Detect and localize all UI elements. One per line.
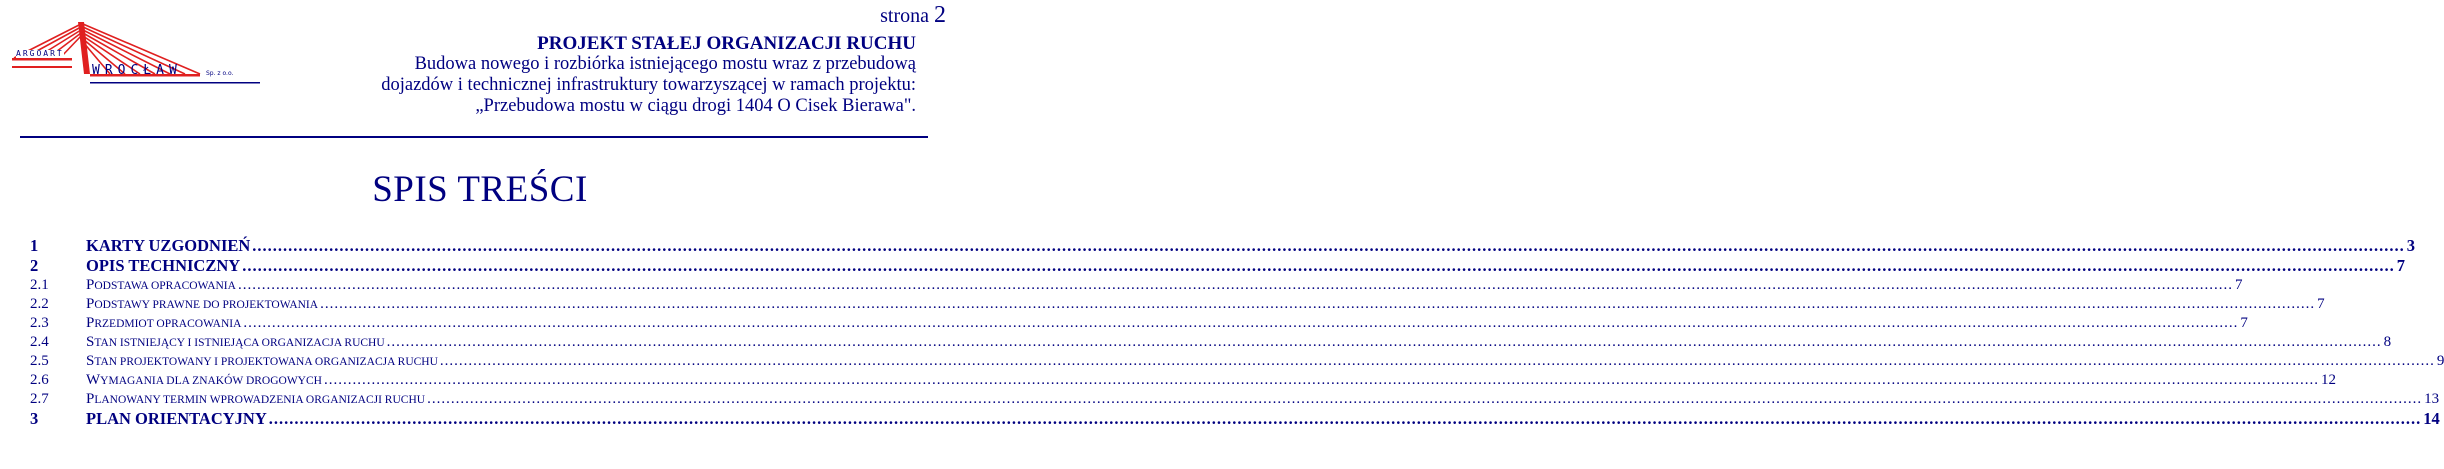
toc-entry-number: 2.7 (30, 391, 49, 407)
logo-left-text: ARGOART (16, 49, 64, 58)
toc-entry[interactable] (30, 390, 2440, 409)
toc-entry-page: 13 (2424, 391, 2440, 407)
toc-entry-title: OPIS TECHNICZNY (86, 256, 241, 275)
toc-dot-leader (324, 371, 2319, 390)
toc-dot-leader (252, 236, 2405, 256)
logo-city-text: WROCŁAW (92, 63, 182, 78)
page-number-prefix: strona (880, 5, 929, 27)
toc-dot-leader (427, 390, 2422, 409)
header-divider (20, 136, 928, 138)
toc-entry-number: 2.3 (30, 315, 49, 331)
page-number-value: 2 (934, 2, 946, 28)
toc-entry-title: PRZEDMIOT OPRACOWANIA (86, 315, 242, 331)
toc-entry[interactable] (30, 352, 2444, 371)
toc-entry-page: 7 (2234, 277, 2243, 293)
toc-entry-page: 3 (2406, 236, 2416, 255)
toc-entry-title: PLAN ORIENTACYJNY (86, 409, 267, 428)
toc-dot-leader (269, 409, 2422, 429)
toc-dot-leader (320, 295, 2315, 314)
toc-dot-leader (243, 314, 2238, 333)
toc-entry[interactable] (30, 409, 2440, 429)
toc-entry[interactable] (30, 276, 2243, 295)
toc-entry[interactable] (30, 236, 2416, 256)
toc-entry-title: STAN ISTNIEJĄCY I ISTNIEJĄCA ORGANIZACJA RUCHU (86, 334, 385, 350)
toc-entry[interactable] (30, 333, 2392, 352)
table-of-contents (30, 236, 2444, 429)
toc-entry-page: 9 (2436, 353, 2444, 369)
toc-entry-page: 7 (2317, 296, 2325, 312)
company-logo (10, 18, 270, 88)
page-number (880, 2, 946, 29)
document-subtitle-line-2: dojazdów i technicznej infrastruktury towarzyszącej w ramach projektu: (381, 75, 916, 95)
document-subtitle-line-1: Budowa nowego i rozbiórka istniejącego mostu wraz z przebudową (414, 54, 916, 74)
document-title: PROJEKT STAŁEJ ORGANIZACJI RUCHU (537, 33, 916, 54)
toc-entry[interactable] (30, 295, 2325, 314)
toc-entry-title: KARTY UZGODNIEŃ (86, 236, 251, 255)
toc-entry-title: PLANOWANY TERMIN WPROWADZENIA ORGANIZACJI RUCHU (86, 391, 426, 407)
toc-entry-title: PODSTAWA OPRACOWANIA (86, 277, 236, 293)
toc-entry-title: WYMAGANIA DLA ZNAKÓW DROGOWYCH (86, 372, 322, 388)
toc-entry-page: 8 (2383, 334, 2392, 350)
toc-entry-page: 7 (2396, 256, 2405, 275)
toc-entry-number: 2 (30, 256, 39, 275)
toc-dot-leader (440, 352, 2435, 371)
toc-dot-leader (387, 333, 2382, 352)
toc-entry-number: 3 (30, 409, 39, 428)
toc-entry[interactable] (30, 256, 2405, 276)
toc-entry-number: 2.6 (30, 372, 49, 388)
toc-entry-page: 14 (2423, 409, 2440, 428)
toc-entry-page: 12 (2320, 372, 2336, 388)
toc-entry-number: 2.2 (30, 296, 49, 312)
document-header (316, 33, 916, 117)
toc-dot-leader (238, 276, 2233, 295)
toc-entry-number: 2.5 (30, 353, 49, 369)
toc-entry-number: 2.4 (30, 334, 49, 350)
toc-entry-page: 7 (2240, 315, 2248, 331)
toc-entry-title: PODSTAWY PRAWNE DO PROJEKTOWANIA (86, 296, 319, 312)
toc-entry[interactable] (30, 371, 2336, 390)
toc-heading: SPIS TREŚCI (372, 169, 588, 210)
document-subtitle-line-3: „Przebudowa mostu w ciągu drogi 1404 O Cisek Bierawa". (475, 96, 916, 116)
toc-entry-title: STAN PROJEKTOWANY I PROJEKTOWANA ORGANIZACJA RUCHU (86, 353, 438, 369)
toc-entry-number: 2.1 (30, 277, 49, 293)
toc-entry[interactable] (30, 314, 2248, 333)
logo-suffix-text: Sp. z o.o. (206, 70, 234, 77)
toc-dot-leader (242, 256, 2395, 276)
toc-entry-number: 1 (30, 236, 39, 255)
